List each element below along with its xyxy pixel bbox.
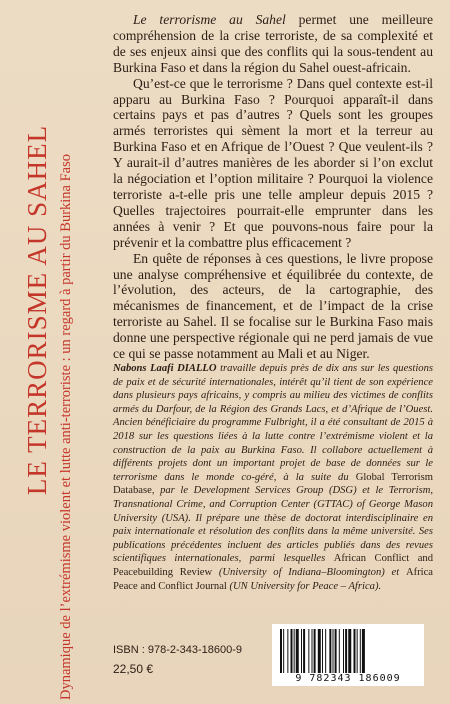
barcode-bars bbox=[280, 629, 416, 673]
barcode-bar bbox=[291, 629, 293, 673]
barcode bbox=[272, 624, 424, 686]
barcode-bar bbox=[335, 629, 337, 673]
barcode-bar bbox=[322, 629, 323, 673]
barcode-bar bbox=[360, 629, 361, 673]
barcode-bar bbox=[348, 629, 351, 673]
barcode-bar bbox=[329, 629, 331, 673]
barcode-bar bbox=[357, 629, 358, 673]
barcode-bar bbox=[318, 629, 321, 673]
barcode-bar bbox=[294, 629, 295, 673]
paragraph-1-text: permet une meilleure compréhension de la crise terroriste, de sa complexité et de ses enjeux ainsi que des conflits qui la sous-tendent au Burkina Faso et dans la région du Sahel ouest-africain. bbox=[113, 12, 433, 75]
book-title-inline: Le terrorisme au Sahel bbox=[133, 12, 286, 27]
isbn: ISBN : 978-2-343-18600-9 bbox=[113, 644, 243, 656]
barcode-bar bbox=[333, 629, 334, 673]
barcode-bar bbox=[339, 629, 340, 673]
bio-text-4: (UN University for Peace – Africa). bbox=[226, 580, 382, 592]
description-text bbox=[113, 12, 433, 362]
spine-subtitle: Dynamique de l’extrémisme violent et lutte anti-terroriste : un regard à partir du Burkina Faso bbox=[58, 153, 74, 700]
barcode-bar bbox=[345, 629, 347, 673]
barcode-bar bbox=[314, 629, 316, 673]
barcode-bar bbox=[362, 629, 365, 673]
bio-journal-1: African Conflict and Peacebuilding Review bbox=[113, 553, 433, 578]
bio-text-2: , par le Development Services Group (DSG) et le Terrorism, Transnational Crime, and Corruption Center (GTTAC) of George Mason University (USA). Il prépare une thèse de doctorat interdisciplinaire en paix internationale et résolution des conflits dans la même université. Ses publications précédentes incluent des articles publiés dans des revues scientifiques internationales, parmi lesquelles bbox=[113, 485, 433, 565]
barcode-bar bbox=[343, 629, 344, 673]
bio-journal-2: Africa Peace and Conflict Journal bbox=[113, 566, 433, 592]
paragraph-2: Qu’est-ce que le terrorisme ? Dans quel contexte est-il apparu au Burkina Faso ? Pourquoi apparaît-il dans certains pays et pas d’autres ? Quels sont les groupes armés terroristes qui sèment la mort et la terreur au Burkina Faso et en Afrique de l’Ouest ? Que veulent-ils ? Y aurait-il d’autres manières de les aborder si l’on exclut la négociation et l’option militaire ? Pourquoi la violence terroriste a-t-elle pris une telle ampleur depuis 2015 ? Quelles trajectoires pourrait-elle emprunter dans les années à venir ? Et que pouvons-nous faire pour la prévenir et la combattre plus efficacement ? bbox=[113, 75, 433, 250]
bio-database: Global Terrorism Database bbox=[113, 471, 433, 497]
barcode-bar bbox=[354, 629, 356, 673]
paragraph-1 bbox=[113, 12, 433, 76]
barcode-bar bbox=[280, 629, 282, 673]
barcode-bar bbox=[283, 629, 284, 673]
barcode-bar bbox=[325, 629, 326, 673]
barcode-bar bbox=[301, 629, 302, 673]
barcode-bar bbox=[287, 629, 288, 673]
price: 22,50 € bbox=[113, 662, 154, 676]
bio-text-1: travaille depuis près de dix ans sur les questions de paix et de sécurité internationales, intérêt qu’il tient de son expérience dans plusieurs pays africains, y compris au milieu des victimes de conflits armés du Darfour, de la Région des Grands Lacs, et d’Afrique de l’Ouest. Ancien bénéficiaire du programme Fulbright, il a été consultant de 2015 à 2018 sur les questions liées à la lutte contre l’extrémisme violent et la construction de la paix au Burkina Faso. Il collabore actuellement à différents projets dont un important projet de base de données sur le terrorisme dans le monde co-géré, à la suite du bbox=[113, 363, 433, 483]
barcode-bar bbox=[308, 629, 309, 673]
bio-text-3: (University of Indiana–Bloomington) et bbox=[212, 566, 406, 578]
barcode-bar bbox=[312, 629, 313, 673]
spine-title: LE TERRORISME AU SAHEL bbox=[22, 124, 52, 496]
barcode-number: 9 782343 186009 bbox=[295, 673, 401, 684]
barcode-bar bbox=[303, 629, 305, 673]
paragraph-3: En quête de réponses à ces questions, le livre propose une analyse compréhensive et équilibrée du contexte, de l’évolution, des acteurs, de la cartographie, des mécanismes de financement, et de l’impact de la crise terroriste au Sahel. Il se focalise sur le Burkina Faso mais donne une perspective régionale qui ne perd jamais de vue ce qui se passe notamment au Mali et au Niger. bbox=[113, 250, 433, 362]
author-bio bbox=[113, 362, 433, 593]
barcode-bar bbox=[296, 629, 299, 673]
author-name: Nabons Laafi DIALLO bbox=[113, 363, 217, 374]
